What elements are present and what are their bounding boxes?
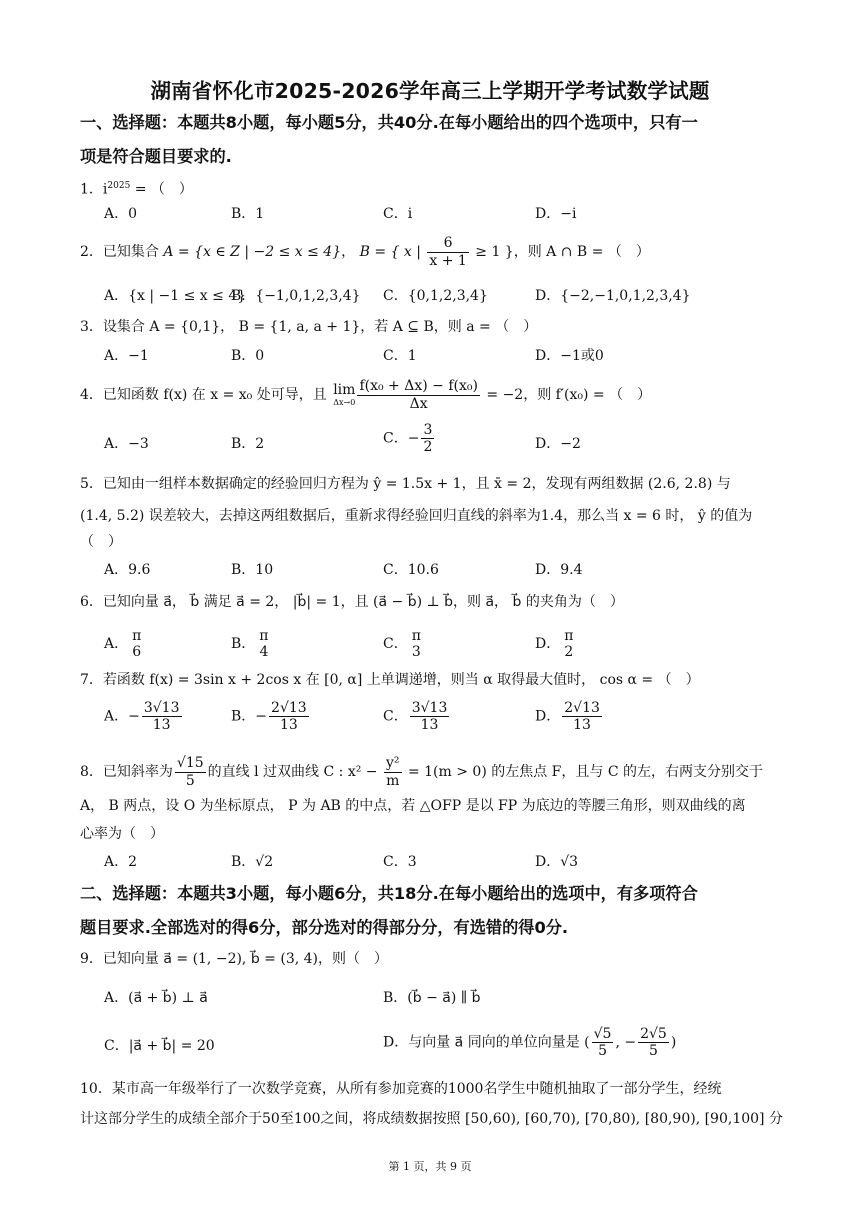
q3-option-a: A．−1 <box>104 348 149 364</box>
q1-stem-pre: 1．i <box>80 181 108 198</box>
q4-frac-num: f(x₀ + Δx) − f(x₀) <box>359 378 478 395</box>
q4-limit <box>333 382 355 407</box>
q4-stem-post: = −2，则 f′(x₀) = （ ） <box>481 387 652 403</box>
q6-d-fraction <box>562 628 575 660</box>
q6-d-num: π <box>564 628 574 644</box>
q2-set-b-post: ≥ 1 } <box>470 244 514 260</box>
q8-option-b: B．√2 <box>231 854 274 870</box>
q9-option-c: C．|a⃗ + b⃗| = 20 <box>104 1038 215 1054</box>
question-8-line1 <box>80 750 780 794</box>
q4-option-c <box>383 422 436 455</box>
q9-d-d2: 5 <box>649 1043 658 1060</box>
q7-option-c <box>383 700 451 733</box>
q4-c-den: 2 <box>423 439 433 456</box>
q2-option-d: D．{−2,−1,0,1,2,3,4} <box>535 288 691 304</box>
section1-heading-line2: 项是符合题目要求的. <box>80 147 232 166</box>
q2-set-b-pre: B = { x | <box>359 244 426 260</box>
q6-c-fraction <box>410 628 423 660</box>
q7-a-num: 3√13 <box>143 700 180 716</box>
question-5-line1: 5．已知由一组样本数据确定的经验回归方程为 ŷ = 1.5x + 1，且 x̄ = 2，发现有两组数据 (2.6, 2.8) 与 <box>80 476 731 492</box>
q5-option-c: C．10.6 <box>383 562 439 578</box>
q9-option-d <box>383 1026 676 1059</box>
q6-c-label: C． <box>383 636 408 653</box>
q8-k-num: √15 <box>176 755 204 772</box>
q9-d-mid: , − <box>615 1034 637 1051</box>
q1-option-b: B．1 <box>231 206 265 222</box>
q7-b-den: 13 <box>279 717 298 734</box>
q6-d-label: D． <box>535 636 561 653</box>
q5-option-b: B．10 <box>231 562 274 578</box>
q2-option-b: B．{−1,0,1,2,3,4} <box>231 288 361 304</box>
q4-option-c-pre: C．− <box>383 430 420 447</box>
q7-a-den: 13 <box>152 717 171 734</box>
question-8-line3: 心率为（ ） <box>80 826 164 842</box>
q4-option-d: D．−2 <box>535 436 581 452</box>
q7-a-fraction <box>142 700 182 733</box>
q9-d-d1: 5 <box>598 1043 607 1060</box>
q7-c-pre: C． <box>383 708 408 725</box>
q6-b-num: π <box>259 628 269 644</box>
q4-option-b: B．2 <box>231 436 265 452</box>
question-8-line2: A， B 两点，设 O 为坐标原点， P 为 AB 的中点，若 △OFP 是以 FP 为底边的等腰三角形，则双曲线的离 <box>80 798 746 814</box>
q3-option-b: B．0 <box>231 348 265 364</box>
q4-fraction <box>357 378 480 411</box>
q9-d-n1: √5 <box>593 1026 612 1042</box>
q3-option-c: C．1 <box>383 348 417 364</box>
q6-a-den: 6 <box>132 644 142 661</box>
q4-stem-pre: 4．已知函数 f(x) 在 x = x₀ 处可导，且 <box>80 387 332 403</box>
q8-post: = 1(m > 0) 的左焦点 F，且与 C 的左，右两支分别交于 <box>403 764 764 780</box>
q3-option-d: D．−1或0 <box>535 348 604 364</box>
q6-b-fraction <box>257 628 270 660</box>
q7-b-num: 2√13 <box>271 700 307 716</box>
question-4-stem <box>80 374 780 416</box>
q6-a-num: π <box>132 628 142 644</box>
q4-lim: lim <box>333 382 356 399</box>
q8-y-den: m <box>386 772 400 789</box>
q2-frac-den: x + 1 <box>429 252 467 269</box>
q4-option-c-fraction <box>421 422 434 455</box>
question-10-line2: 计这部分学生的成绩全部介于50至100之间，将成绩数据按照 [50,60), [60,70), [70,80), [80,90), [90,100] 分 <box>80 1111 783 1127</box>
q9-option-a: A．(a⃗ + b⃗) ⊥ a⃗ <box>104 990 208 1006</box>
q2-option-a: A．{x | −1 ≤ x ≤ 4} <box>104 288 247 304</box>
q6-a-label: A． <box>104 636 129 653</box>
q7-b-fraction <box>269 700 309 733</box>
q6-c-num: π <box>411 628 421 644</box>
q7-c-den: 13 <box>420 717 439 734</box>
q8-y-fraction <box>384 755 402 788</box>
q2-frac-num: 6 <box>427 235 468 252</box>
question-7-stem: 7．若函数 f(x) = 3sin x + 2cos x 在 [0, α] 上单调递增，则当 α 取得最大值时， cos α = （ ） <box>80 672 700 688</box>
q9-d-n2: 2√5 <box>640 1026 667 1042</box>
question-5-line2: (1.4, 5.2) 误差较大，去掉这两组数据后，重新求得经验回归直线的斜率为1.4，那么当 x = 6 时， ŷ 的值为 <box>80 508 753 524</box>
q9-d-frac2 <box>638 1026 669 1059</box>
q2-stem-end: ，则 A ∩ B = （ ） <box>513 244 650 260</box>
q4-lim-sub: Δx→0 <box>333 398 356 408</box>
q8-pre: 8．已知斜率为 <box>80 764 173 780</box>
q6-option-a <box>104 628 145 660</box>
q9-d-post: ) <box>670 1034 677 1051</box>
q1-stem-post: = （ ） <box>130 181 193 198</box>
q6-option-b <box>231 628 273 660</box>
q1-exponent: 2025 <box>107 181 131 191</box>
q7-c-fraction <box>410 700 450 733</box>
q5-option-d: D．9.4 <box>535 562 583 578</box>
q7-b-pre: B．− <box>231 708 268 725</box>
q6-b-label: B． <box>231 636 256 653</box>
question-1-stem <box>80 172 780 204</box>
q7-c-num: 3√13 <box>411 700 448 716</box>
q2-set-b-fraction <box>427 235 468 268</box>
q8-option-c: C．3 <box>383 854 417 870</box>
q8-option-d: D．√3 <box>535 854 579 870</box>
question-2-stem <box>80 232 780 272</box>
q6-option-d <box>535 628 577 660</box>
q7-d-den: 13 <box>573 717 591 734</box>
q6-a-fraction <box>130 628 143 660</box>
q7-a-pre: A．− <box>104 708 140 725</box>
q8-y-num: y² <box>385 755 400 772</box>
question-6-stem: 6．已知向量 a⃗， b⃗ 满足 a⃗ = 2， |b⃗| = 1，且 (a⃗ − b⃗) ⊥ b⃗，则 a⃗， b⃗ 的夹角为（ ） <box>80 594 624 610</box>
q7-d-num: 2√13 <box>564 700 600 716</box>
q2-option-c: C．{0,1,2,3,4} <box>383 288 488 304</box>
section2-heading-line1: 二、选择题：本题共3小题，每小题6分，共18分.在每小题给出的选项中，有多项符合 <box>80 884 698 903</box>
q5-option-a: A．9.6 <box>104 562 151 578</box>
q7-option-a <box>104 700 184 733</box>
q8-option-a: A．2 <box>104 854 138 870</box>
q6-b-den: 4 <box>259 644 269 661</box>
q8-slope-fraction <box>175 755 206 788</box>
q2-stem-a: 2．已知集合 <box>80 244 164 260</box>
question-9-stem: 9．已知向量 a⃗ = (1, −2), b⃗ = (3, 4)，则（ ） <box>80 951 388 967</box>
page-footer: 第 1 页，共 9 页 <box>388 1160 472 1173</box>
question-3-stem: 3．设集合 A = {0,1}， B = {1, a, a + 1}，若 A ⊆ B，则 a = （ ） <box>80 319 538 335</box>
q6-option-c <box>383 628 425 660</box>
q9-d-pre: D．与向量 a⃗ 同向的单位向量是 ( <box>383 1034 590 1051</box>
q7-d-pre: D． <box>535 708 561 725</box>
q1-option-c: C．i <box>383 206 413 222</box>
q6-d-den: 2 <box>564 644 574 661</box>
q9-option-b: B．(b⃗ − a⃗) ∥ b⃗ <box>383 990 481 1006</box>
q4-c-num: 3 <box>423 422 433 438</box>
q7-option-b <box>231 700 311 733</box>
question-10-line1: 10．某市高一年级举行了一次数学竞赛，从所有参加竞赛的1000名学生中随机抽取了一部分学生，经统 <box>80 1081 722 1097</box>
q7-d-fraction <box>562 700 602 733</box>
q2-sep: ， <box>341 244 356 260</box>
q1-option-a: A．0 <box>104 206 138 222</box>
q4-option-a: A．−3 <box>104 436 149 452</box>
q1-option-d: D．−i <box>535 206 577 222</box>
section1-heading-line1: 一、选择题：本题共8小题，每小题5分，共40分.在每小题给出的四个选项中，只有一 <box>80 113 698 132</box>
q8-k-den: 5 <box>185 772 195 789</box>
question-5-line3: （ ） <box>80 534 122 550</box>
page-title: 湖南省怀化市2025-2026学年高三上学期开学考试数学试题 <box>150 79 710 103</box>
q4-frac-den: Δx <box>409 395 428 412</box>
q7-option-d <box>535 700 604 733</box>
q2-set-a: A = {x ∈ Z | −2 ≤ x ≤ 4} <box>163 244 342 260</box>
q6-c-den: 3 <box>411 644 421 661</box>
section2-heading-line2: 题目要求.全部选对的得6分，部分选对的得部分分，有选错的得0分. <box>80 918 569 937</box>
q8-mid: 的直线 l 过双曲线 C : x² − <box>207 764 382 780</box>
q9-d-frac1 <box>592 1026 614 1059</box>
